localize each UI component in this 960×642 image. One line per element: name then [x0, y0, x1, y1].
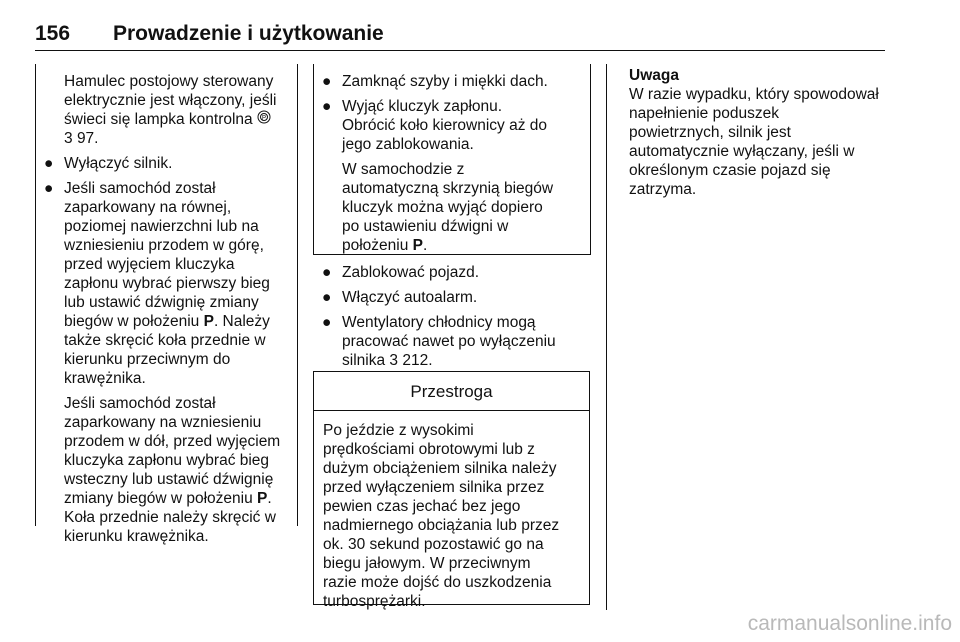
reference-arrow-icon: 3	[64, 130, 73, 147]
text-line: ok. 30 sekund pozostawić go na	[323, 536, 544, 553]
text-line: zapłonu wybrać pierwszy bieg	[64, 275, 270, 292]
text-line: kierunku przeciwnym do	[64, 351, 231, 368]
gear-position: P	[412, 237, 424, 254]
list-item	[320, 263, 590, 282]
text-line: napełnienie poduszek	[629, 105, 779, 122]
text-line: przed wyłączeniem silnika przez	[323, 479, 545, 496]
bullet-icon: ●	[322, 289, 332, 306]
text-line: W razie wypadku, który spowodował	[629, 86, 879, 103]
text-line: razie może dojść do uszkodzenia	[323, 574, 552, 591]
text-line: Hamulec postojowy sterowany	[64, 73, 274, 90]
text-line: zatrzyma.	[629, 181, 697, 198]
text-line: automatyczną skrzynią biegów	[342, 180, 554, 197]
page-reference[interactable]: 212.	[402, 352, 433, 369]
text-line: zmiany biegów w położeniu	[64, 490, 257, 507]
gear-position: P	[257, 490, 268, 507]
text-line: przed wyjęciem kluczyka	[64, 256, 235, 273]
text-line: jego zablokowania.	[342, 136, 474, 153]
text-line: kluczyk można wyjąć dopiero	[342, 199, 543, 216]
text-line: Obrócić koło kierownicy aż do	[342, 117, 548, 134]
note-block	[629, 66, 899, 199]
caution-box	[313, 371, 590, 610]
text-line: przodem w dół, przed wyjęciem	[64, 433, 281, 450]
text-line: Jeśli samochód został	[64, 180, 216, 197]
bullet-icon: ●	[322, 264, 332, 281]
column3-left-rule	[606, 64, 607, 610]
text-line: biegu jałowym. W przeciwnym	[323, 555, 531, 572]
text-line: Jeśli samochód został	[64, 395, 216, 412]
text-line: położeniu	[342, 237, 413, 254]
bullet-icon: ●	[322, 73, 332, 90]
text-line: . Należy	[213, 313, 270, 330]
text-line: lub ustawić dźwignię zmiany	[64, 294, 259, 311]
text-line: turbosprężarki.	[323, 593, 426, 610]
text-line: poziomej nawierzchni lub na	[64, 218, 259, 235]
text-line: pracować nawet po wyłączeniu	[342, 333, 556, 350]
text-line: biegów w położeniu	[64, 313, 204, 330]
list-item-text: Zablokować pojazd.	[342, 264, 479, 281]
text-line: automatycznie wyłączany, jeśli w	[629, 143, 855, 160]
gear-position: P	[203, 313, 214, 330]
text-line: nadmiernego obciążania lub przez	[323, 517, 560, 534]
text-line: kluczyka zapłonu wybrać bieg	[64, 452, 270, 469]
text-line: określonym czasie pojazd się	[629, 162, 831, 179]
text-line: Po jeździe z wysokimi	[323, 422, 474, 439]
text-line: prędkościami obrotowymi lub z	[323, 441, 535, 458]
text-line: silnika	[342, 352, 386, 369]
list-item	[42, 179, 292, 388]
bullet-icon: ●	[44, 180, 54, 197]
bullet-icon: ●	[322, 314, 332, 331]
bullet-icon: ●	[44, 155, 54, 172]
text-line: krawężnika.	[64, 370, 146, 387]
column-1	[42, 72, 292, 552]
text-line: świeci się lampka kontrolna	[64, 111, 253, 128]
column-2-lower	[320, 263, 590, 376]
svg-text:P: P	[261, 115, 266, 122]
list-item	[320, 313, 590, 370]
list-item	[42, 154, 292, 173]
header-rule	[35, 50, 885, 51]
text-line: W samochodzie z	[342, 161, 465, 178]
reference-arrow-icon: 3	[389, 352, 399, 369]
list-item	[320, 288, 590, 307]
text-line: wzniesieniu przodem w górę,	[64, 237, 264, 254]
text-line: .	[267, 490, 272, 507]
column-2	[320, 72, 588, 261]
caution-title: Przestroga	[314, 372, 589, 411]
parking-brake-indicator-icon	[257, 112, 271, 127]
list-item-text: Wyłączyć silnik.	[64, 155, 173, 172]
column1-left-rule	[35, 64, 36, 526]
page-number: 156	[35, 22, 71, 45]
text-line: wsteczny lub ustawić dźwignię	[64, 471, 274, 488]
page-reference[interactable]: 97.	[76, 130, 99, 147]
text-line: Koła przednie należy skręcić w	[64, 509, 276, 526]
list-item	[320, 72, 588, 91]
sub-paragraph	[42, 394, 292, 546]
text-line: kierunku krawężnika.	[64, 528, 209, 545]
caution-text	[314, 411, 589, 611]
text-line: elektrycznie jest włączony, jeśli	[64, 92, 277, 109]
column2-left-rule	[313, 64, 314, 255]
column2-mid-rule	[590, 64, 591, 255]
text-line: powietrznych, silnik jest	[629, 124, 791, 141]
text-line: pewien czas jechać bez jego	[323, 498, 521, 515]
list-item-text: Zamknąć szyby i miękki dach.	[342, 73, 548, 90]
bullet-icon: ●	[322, 98, 332, 115]
text-line: także skręcić koła przednie w	[64, 332, 266, 349]
note-title: Uwaga	[629, 67, 679, 84]
column1-right-rule	[297, 64, 298, 526]
text-line: Wentylatory chłodnicy mogą	[342, 314, 536, 331]
text-line: Wyjąć kluczyk zapłonu.	[342, 98, 503, 115]
page-title: Prowadzenie i użytkowanie	[113, 22, 384, 45]
list-item-text: Włączyć autoalarm.	[342, 289, 478, 306]
parking-brake-note	[42, 72, 292, 148]
text-line: dużym obciążeniem silnika należy	[323, 460, 557, 477]
list-item	[320, 97, 588, 154]
text-line: zaparkowany na wzniesieniu	[64, 414, 262, 431]
sub-paragraph	[320, 160, 588, 255]
watermark: carmanualsonline.info	[747, 612, 952, 635]
text-line: po ustawieniu dźwigni w	[342, 218, 509, 235]
text-line: .	[423, 237, 428, 254]
text-line: zaparkowany na równej,	[64, 199, 232, 216]
